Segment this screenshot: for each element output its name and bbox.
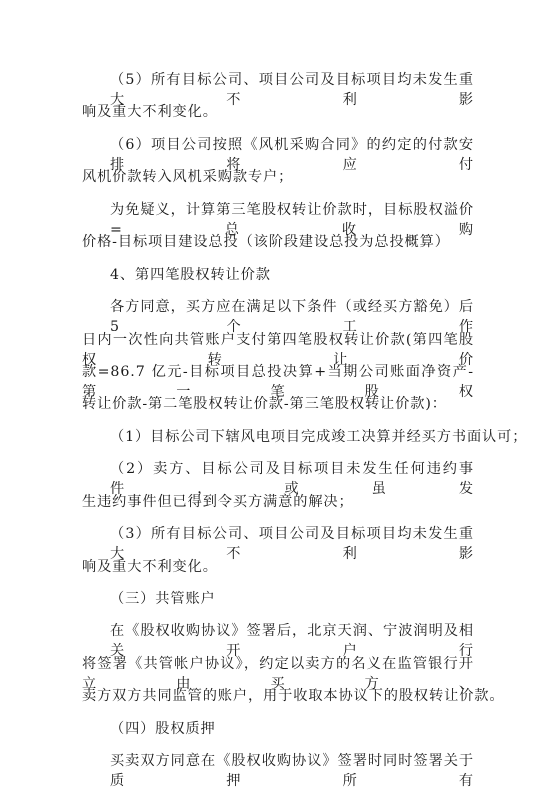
paragraph-line: （2）卖方、目标公司及目标项目未发生任何违约事件，或虽发 [110,461,474,497]
paragraph-line: 风机价款转入风机采购款专户； [82,169,294,185]
paragraph-line: 响及重大不利变化。 [82,559,218,575]
paragraph-line: （5）所有目标公司、项目公司及目标项目均未发生重大不利影 [110,72,474,108]
paragraph-line: 在《股权收购协议》签署后，北京天润、宁波润明及相关开户行 [110,623,474,659]
paragraph-line: 价格-目标项目建设总投（该阶段建设总投为总投概算） [82,234,450,250]
paragraph-line: 将签署《共管帐户协议》，约定以卖方的名义在监管银行开立由买方、 [82,656,474,692]
paragraph-line: （6）项目公司按照《风机采购合同》的约定的付款安排将应付 [110,137,474,173]
paragraph-line: 为免疑义，计算第三笔股权转让价款时，目标股权溢价=总收购 [110,202,474,238]
paragraph-line: 日内一次性向共管账户支付第四笔股权转让价款(第四笔股权转让价 [82,332,474,368]
section-heading: （四）股权质押 [110,721,216,737]
paragraph-line: （3）所有目标公司、项目公司及目标项目均未发生重大不利影 [110,526,474,562]
paragraph-line: 卖方双方共同监管的账户，用于收取本协议下的股权转让价款。 [82,688,505,704]
paragraph-line: （1）目标公司下辖风电项目完成竣工决算并经买方书面认可； [110,429,528,445]
paragraph-line: 响及重大不利变化。 [82,104,218,120]
paragraph-line: 买卖双方同意在《股权收购协议》签署时同时签署关于质押所有 [110,753,474,789]
paragraph-line: 生违约事件但已得到令买方满意的解决； [82,494,354,510]
paragraph-line: 各方同意，买方应在满足以下条件（或经买方豁免）后 5 个工作 [110,299,474,335]
paragraph-line: 款=86.7 亿元-目标项目总投决算+当期公司账面净资产-第一笔股权 [82,364,474,400]
paragraph-line: 转让价款-第二笔股权转让价款-第三笔股权转让价款)： [82,396,447,412]
section-heading: 4、第四笔股权转让价款 [110,267,271,283]
section-heading: （三）共管账户 [110,591,216,607]
